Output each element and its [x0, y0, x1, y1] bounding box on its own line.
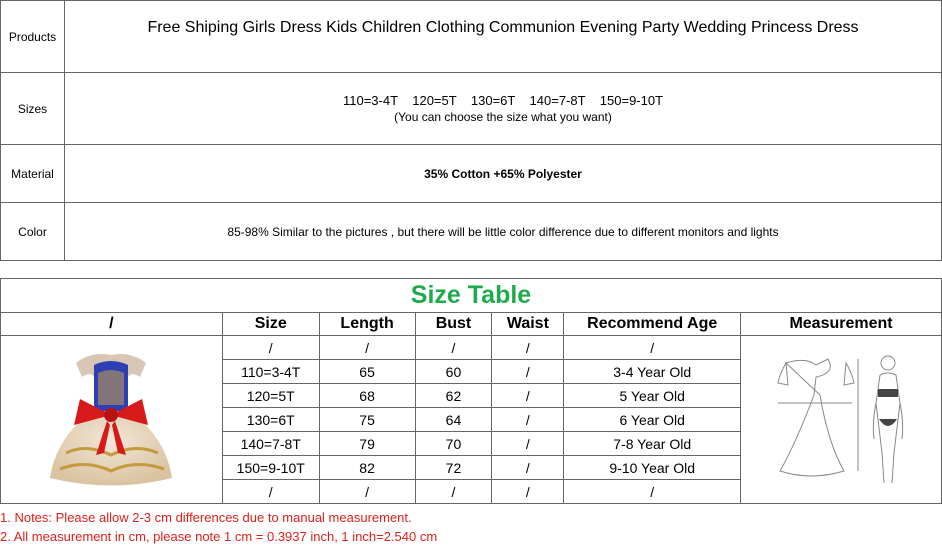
table-row: / / / / /: [1, 336, 942, 360]
size-table-title: Size Table: [410, 281, 532, 309]
table-row: / / / / /: [1, 480, 942, 504]
table-row: 130=6T 75 64 / 6 Year Old: [1, 408, 942, 432]
dress-photo-cell: [1, 336, 223, 504]
sizes-note: (You can choose the size what you want): [394, 109, 612, 124]
sizes-value: 110=3-4T 120=5T 130=6T 140=7-8T 150=9-10T: [342, 92, 664, 108]
material-label: Material: [1, 145, 65, 203]
material-value: 35% Cotton +65% Polyester: [65, 145, 942, 203]
measurement-diagram-cell: [741, 336, 942, 504]
table-row: 140=7-8T 79 70 / 7-8 Year Old: [1, 432, 942, 456]
header-bust: Bust: [415, 313, 492, 336]
measurement-diagram: [766, 343, 916, 493]
table-row: 120=5T 68 62 / 5 Year Old: [1, 384, 942, 408]
color-label: Color: [1, 203, 65, 261]
dress-photo: [36, 343, 186, 493]
products-value: Free Shiping Girls Dress Kids Children Clothing Communion Evening Party Wedding Princess Dress: [147, 18, 859, 36]
header-size: Size: [222, 313, 319, 336]
header-slash: /: [1, 313, 223, 336]
note-2: 2. All measurement in cm, please note 1 cm = 0.3937 inch, 1 inch=2.540 cm: [0, 529, 438, 544]
products-label: Products: [1, 1, 65, 73]
header-length: Length: [319, 313, 415, 336]
header-measurement: Measurement: [741, 313, 942, 336]
sizes-label: Sizes: [1, 73, 65, 145]
header-waist: Waist: [492, 313, 564, 336]
note-1: 1. Notes: Please allow 2-3 cm differences due to manual measurement.: [0, 510, 412, 525]
product-info-table: [0, 0, 942, 261]
table-row: 110=3-4T 65 60 / 3-4 Year Old: [1, 360, 942, 384]
color-value: 85-98% Similar to the pictures , but there will be little color difference due to different monitors and lights: [65, 203, 942, 261]
header-recommend-age: Recommend Age: [564, 313, 741, 336]
table-row: 150=9-10T 82 72 / 9-10 Year Old: [1, 456, 942, 480]
size-table: [0, 278, 942, 504]
